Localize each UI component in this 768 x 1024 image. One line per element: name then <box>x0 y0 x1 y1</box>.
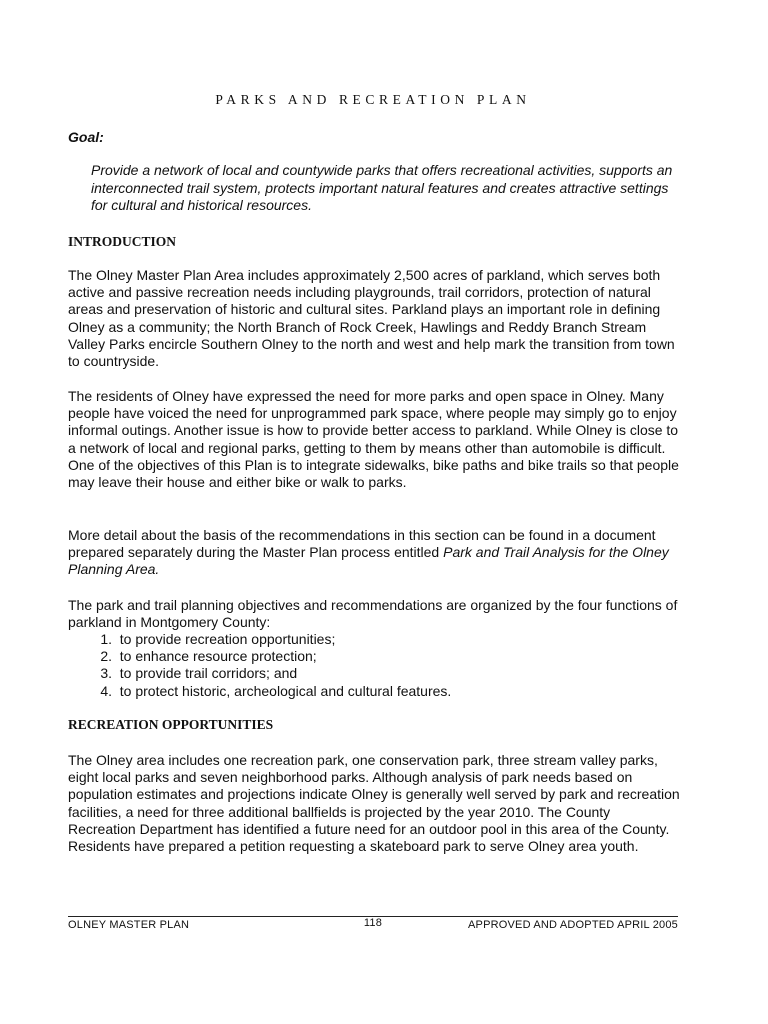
list-item <box>68 631 451 648</box>
recreation-paragraph: The Olney area includes one recreation park, one conservation park, three stream valley parks, eight local parks and seven neighborhood parks. Although analysis of park needs based on population estimates and projections indicate Olney is generally well served by park and recreation facilities, a need for three additional ballfields is projected by the year 2010. The County Recreation Department has identified a future need for an outdoor pool in this area of the County. Residents have prepared a petition requesting a skateboard park to serve Olney area youth. <box>68 752 680 855</box>
list-number: 3. <box>100 665 112 682</box>
introduction-paragraph-1: The Olney Master Plan Area includes approximately 2,500 acres of parkland, which serves both active and passive recreation needs including playgrounds, trail corridors, protection of natural areas and preservation of historic and cultural sites. Parkland plays an important role in defining Olney as a community; the North Branch of Rock Creek, Hawlings and Reddy Branch Stream Valley Parks encircle Southern Olney to the north and west and help mark the transition from town to countryside. <box>68 267 675 370</box>
functions-list <box>68 631 451 700</box>
list-number: 1. <box>100 631 112 647</box>
goal-label: Goal: <box>68 129 104 145</box>
document-page <box>68 0 678 1024</box>
list-text: to provide trail corridors; and <box>119 665 298 682</box>
list-item <box>68 665 451 682</box>
list-number: 4. <box>100 682 112 699</box>
introduction-paragraph-2: The residents of Olney have expressed the need for more parks and open space in Olney. Many people have voiced the need for unprogrammed park space, where people may simply go to enjoy informal outings. Another issue is how to provide better access to parkland. While Olney is close to a network of local and regional parks, getting to them by means other than automobile is difficult. One of the objectives of this Plan is to integrate sidewalks, bike paths and bike trails so that people may leave their house and either bike or walk to parks. <box>68 388 679 491</box>
paragraph-3-text: More detail about the basis of the recommendations in this section can be found in a document prepared separately during the Master Plan process entitled <box>68 527 656 561</box>
page-number: 118 <box>363 917 383 929</box>
list-number: 2. <box>100 648 112 665</box>
list-text: to provide recreation opportunities; <box>119 631 336 647</box>
list-item <box>68 648 451 665</box>
introduction-paragraph-3 <box>68 527 680 579</box>
analysis-document-title: Park and Trail Analysis for the Olney Planning Area. <box>68 544 669 578</box>
list-text: to enhance resource protection; <box>119 648 317 665</box>
footer-title: OLNEY MASTER PLAN <box>68 919 190 931</box>
page-title: PARKS AND RECREATION PLAN <box>215 92 531 107</box>
list-text: to protect historic, archeological and cultural features. <box>119 682 452 699</box>
recreation-heading: RECREATION OPPORTUNITIES <box>68 717 274 732</box>
goal-text: Provide a network of local and countywide parks that offers recreational activities, supports an interconnected trail system, protects important natural features and creates attractive settings for cultural and historical resources. <box>91 162 673 213</box>
introduction-paragraph-4: The park and trail planning objectives and recommendations are organized by the four functions of parkland in Montgomery County: <box>68 597 678 631</box>
introduction-heading: INTRODUCTION <box>68 234 177 249</box>
footer-date: APPROVED AND ADOPTED APRIL 2005 <box>468 919 678 931</box>
list-item <box>68 683 451 700</box>
